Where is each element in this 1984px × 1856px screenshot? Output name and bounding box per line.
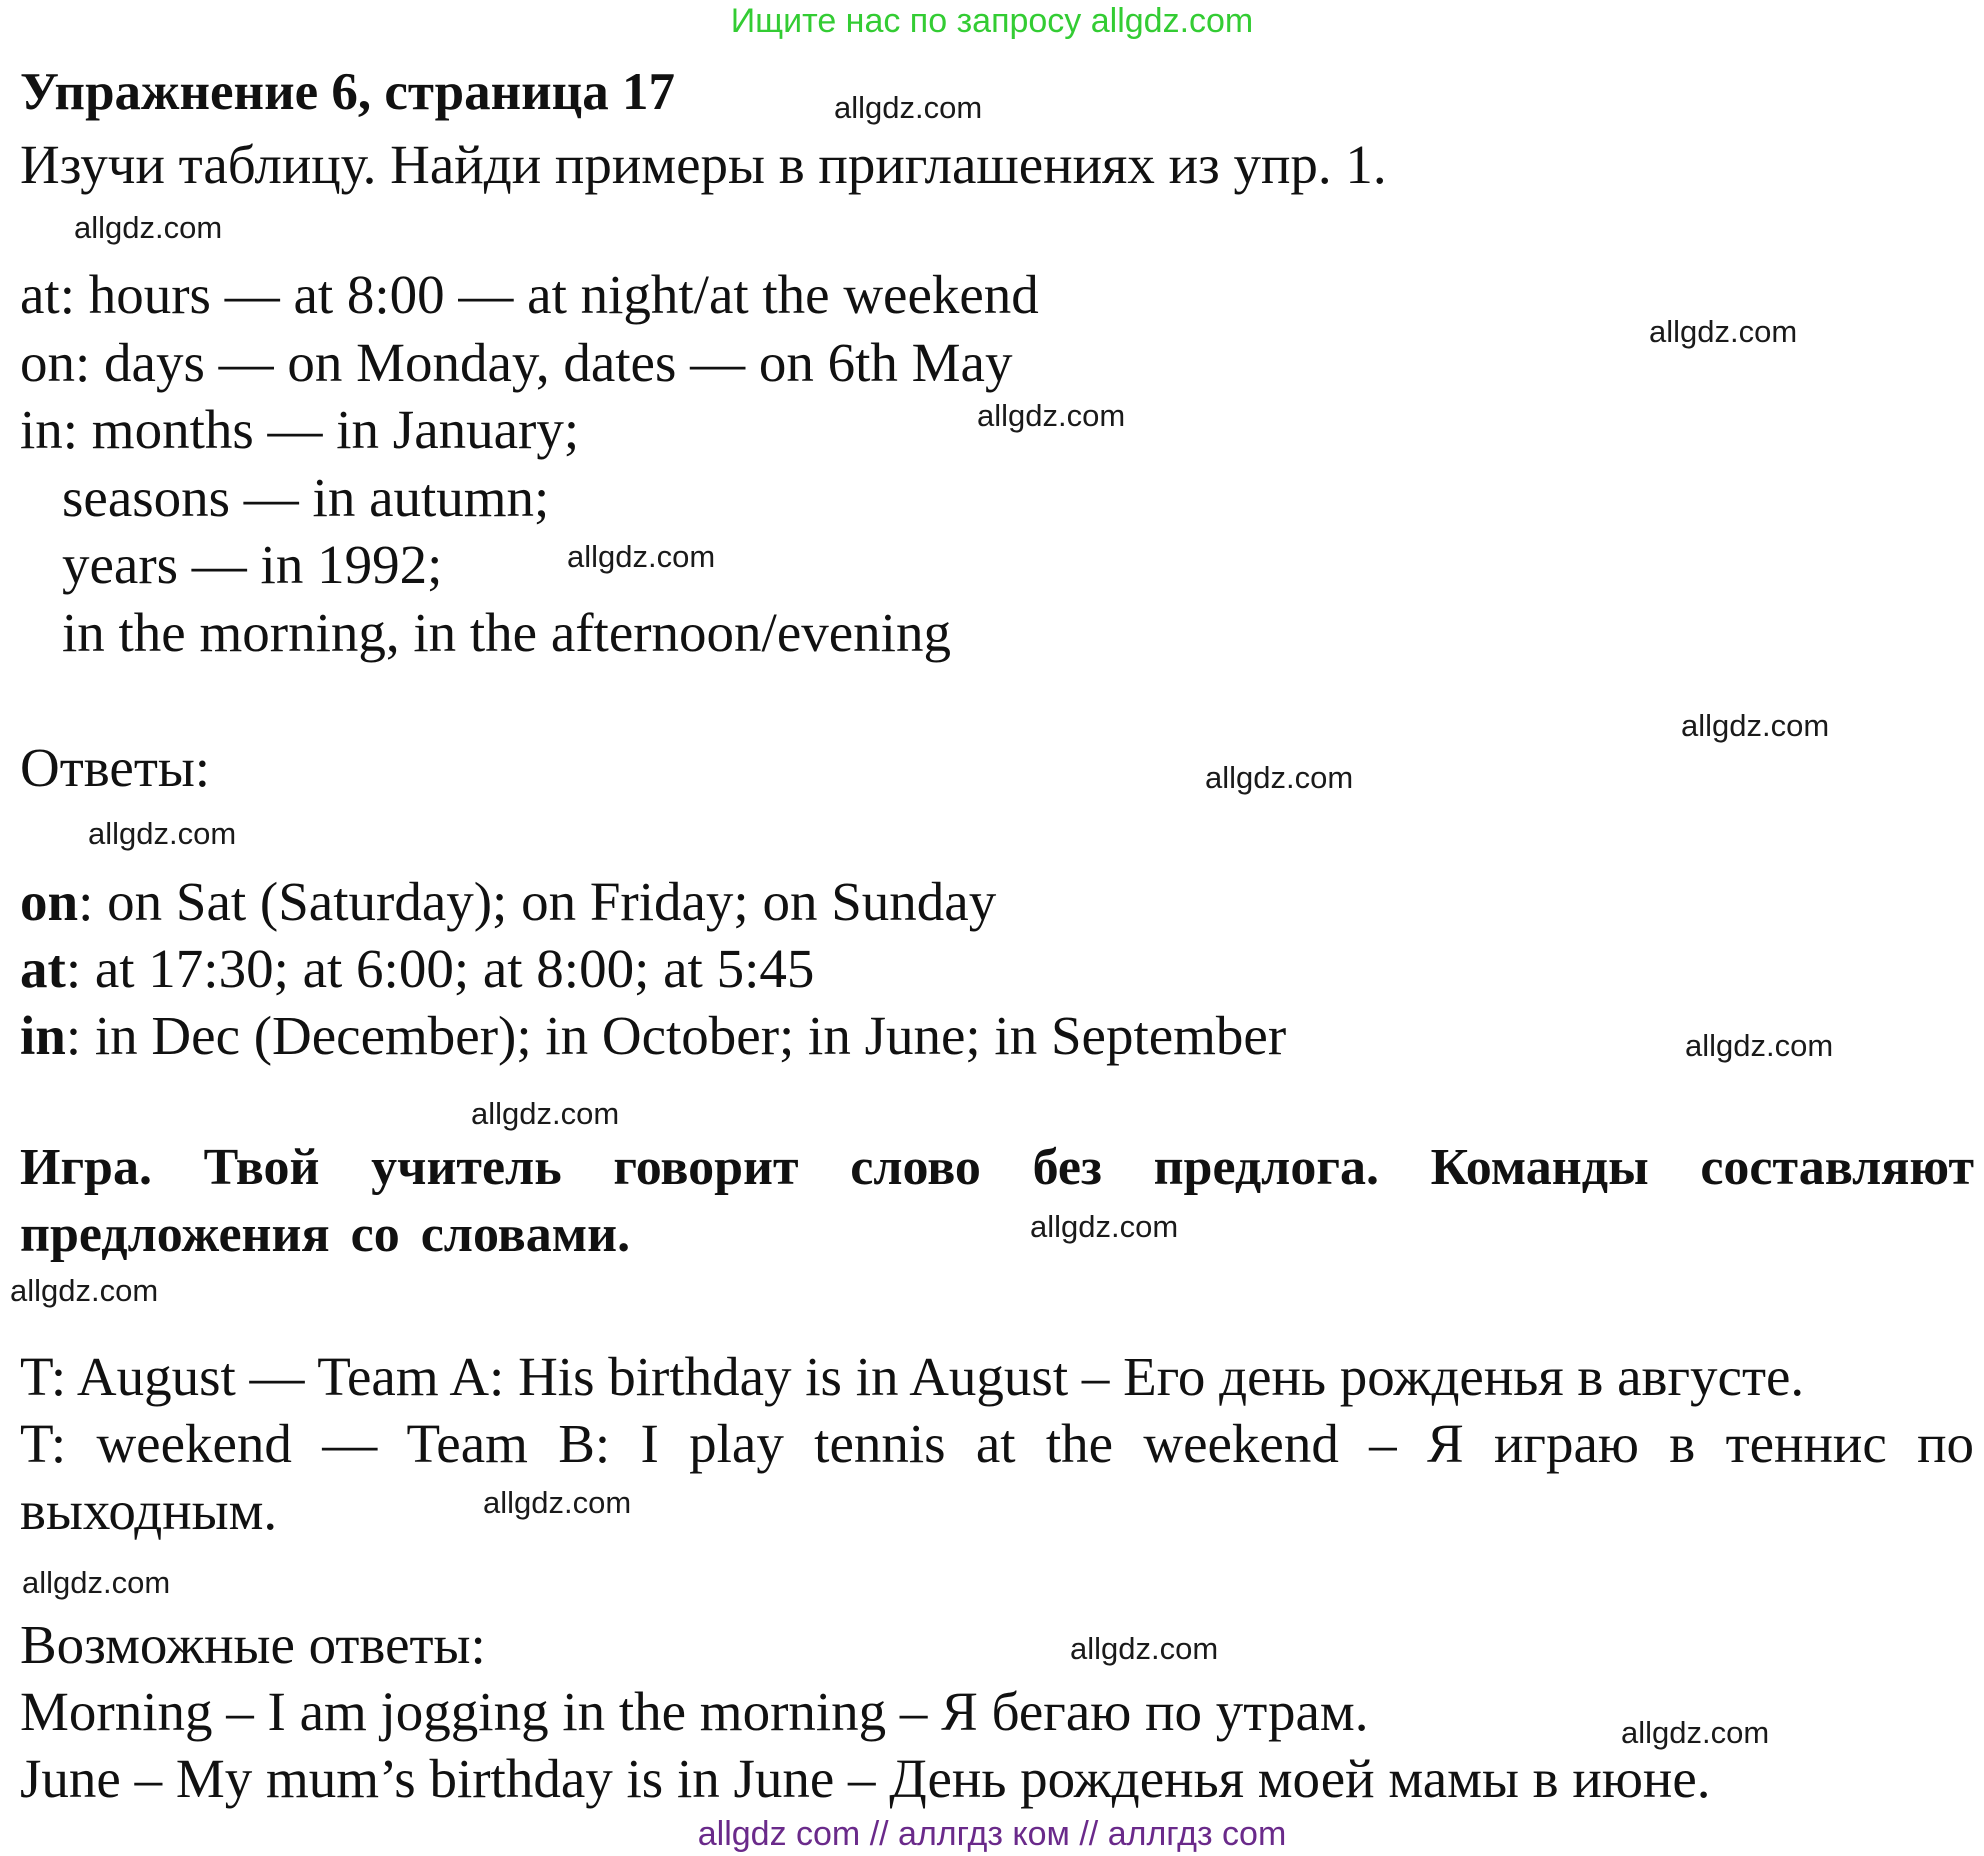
example-team-b-line1: T: weekend — Team B: I play tennis at the weekend – Я играю в теннис по xyxy=(20,1413,1974,1474)
watermark: allgdz.com xyxy=(1681,708,1830,743)
table-seasons-line: seasons — in autumn; xyxy=(62,467,550,528)
answer-at-text: : at 17:30; at 6:00; at 8:00; at 5:45 xyxy=(65,938,815,999)
watermark: allgdz.com xyxy=(88,816,237,851)
answers-heading: Ответы: xyxy=(20,737,211,798)
answer-on-label: on xyxy=(20,871,79,932)
watermark: allgdz.com xyxy=(1649,314,1798,349)
watermark: allgdz.com xyxy=(1030,1209,1179,1244)
possible-answer-morning: Morning – I am jogging in the morning – Я бегаю по утрам. xyxy=(20,1681,1369,1742)
watermark: allgdz.com xyxy=(1621,1715,1770,1750)
answer-at-label: at xyxy=(20,938,66,999)
table-at-line: at: hours — at 8:00 — at night/at the weekend xyxy=(20,264,1039,325)
answer-on-line xyxy=(20,870,996,933)
table-parts-line: in the morning, in the afternoon/evening xyxy=(62,602,951,663)
watermark: allgdz.com xyxy=(74,210,223,245)
table-on-line: on: days — on Monday, dates — on 6th May xyxy=(20,332,1013,393)
watermark: allgdz.com xyxy=(471,1096,620,1131)
task-text: Изучи таблицу. Найди примеры в приглашениях из упр. 1. xyxy=(20,134,1387,195)
watermark: allgdz.com xyxy=(567,539,716,574)
watermark: allgdz.com xyxy=(834,90,983,125)
example-team-a: T: August — Team A: His birthday is in August – Его день рожденья в августе. xyxy=(20,1346,1805,1407)
watermark: allgdz.com xyxy=(1205,760,1354,795)
bottom-banner: allgdz com // аллгдз ком // аллгдз com xyxy=(697,1815,1287,1853)
watermark: allgdz.com xyxy=(1070,1631,1219,1666)
table-years-line: years — in 1992; xyxy=(62,534,443,595)
watermark: allgdz.com xyxy=(1685,1028,1834,1063)
watermark: allgdz.com xyxy=(10,1273,159,1308)
top-banner: Ищите нас по запросу allgdz.com xyxy=(730,2,1254,40)
possible-answer-june: June – My mum’s birthday is in June – День рожденья моей мамы в июне. xyxy=(20,1748,1711,1809)
example-team-b-line2: выходным. xyxy=(20,1480,278,1541)
possible-answers-heading: Возможные ответы: xyxy=(20,1614,486,1675)
watermark: allgdz.com xyxy=(483,1485,632,1520)
answer-at-line xyxy=(20,937,814,1000)
table-in-line: in: months — in January; xyxy=(20,399,580,460)
exercise-title: Упражнение 6, страница 17 xyxy=(20,63,675,121)
answer-in-line xyxy=(20,1004,1286,1067)
watermark: allgdz.com xyxy=(22,1565,171,1600)
game-instruction-line1: Игра. Твой учитель говорит слово без предлога. Команды составляют xyxy=(20,1139,1974,1196)
watermark: allgdz.com xyxy=(977,398,1126,433)
answer-on-text: : on Sat (Saturday); on Friday; on Sunday xyxy=(78,871,997,932)
answer-in-text: : in Dec (December); in October; in June; in September xyxy=(65,1005,1287,1066)
answer-in-label: in xyxy=(20,1005,66,1066)
game-instruction-line2: предложения со словами. xyxy=(20,1206,631,1263)
